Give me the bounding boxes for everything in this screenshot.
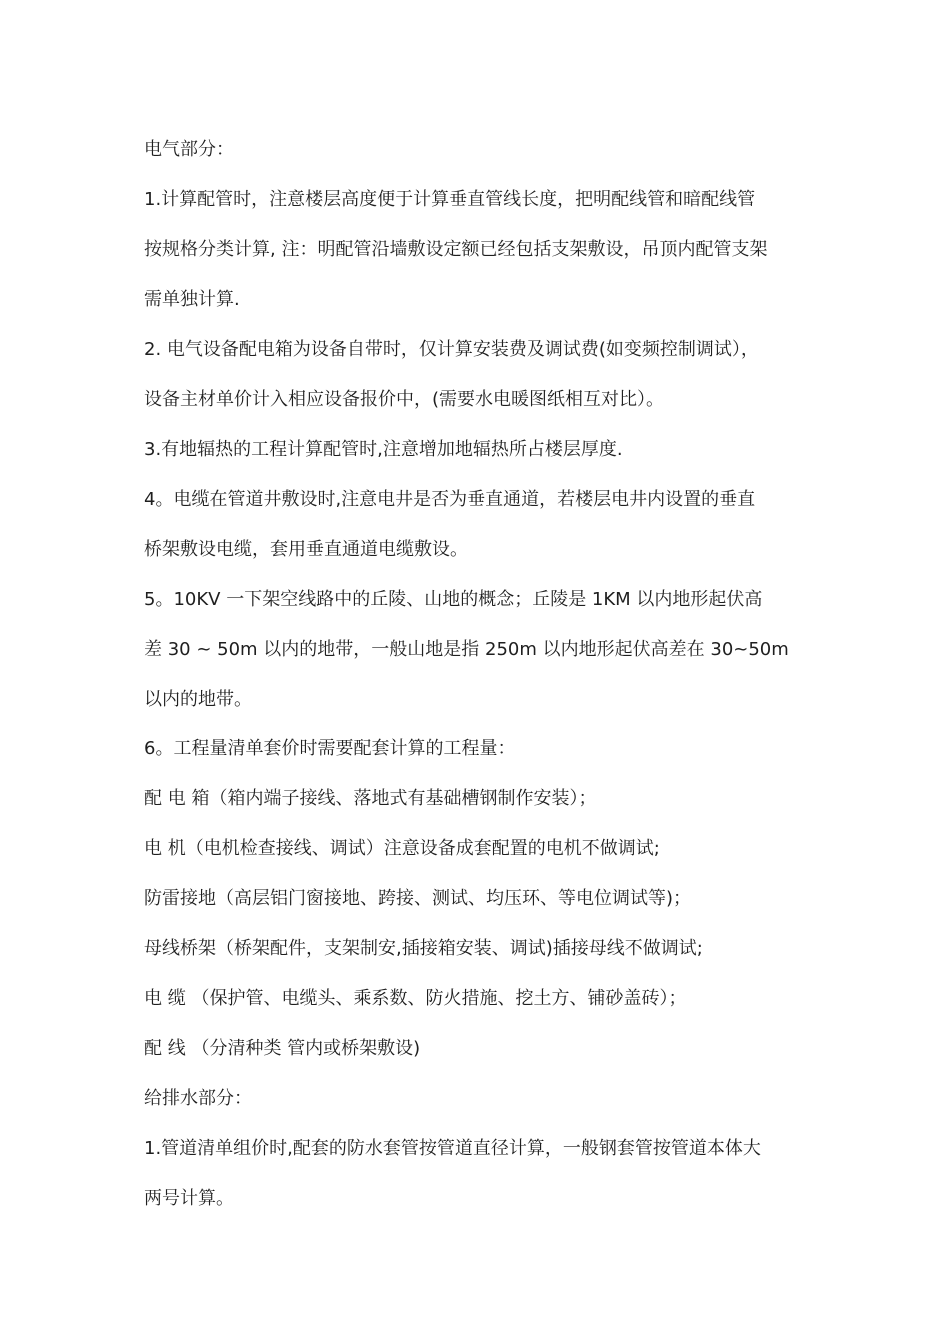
- section-heading-plumbing: 给排水部分：: [144, 1088, 252, 1109]
- paragraph-line: 2. 电气设备配电箱为设备自带时，仅计算安装费及调试费(如变频控制调试），: [144, 339, 759, 360]
- list-item: 电 机（电机检查接线、调试）注意设备成套配置的电机不做调试;: [144, 838, 660, 859]
- section-heading-electrical: 电气部分：: [144, 139, 234, 160]
- list-item: 电 缆 （保护管、电缆头、乘系数、防火措施、挖土方、铺砂盖砖）；: [144, 988, 687, 1009]
- paragraph-line: 1.管道清单组价时,配套的防水套管按管道直径计算，一般钢套管按管道本体大: [144, 1138, 761, 1159]
- paragraph-line: 设备主材单价计入相应设备报价中，(需要水电暖图纸相互对比）。: [144, 389, 665, 410]
- list-item: 母线桥架（桥架配件，支架制安,插接箱安装、调试)插接母线不做调试;: [144, 938, 703, 959]
- paragraph-line: 3.有地辐热的工程计算配管时,注意增加地辐热所占楼层厚度.: [144, 439, 623, 460]
- paragraph-line: 两号计算。: [144, 1188, 234, 1209]
- paragraph-line: 6。工程量清单套价时需要配套计算的工程量：: [144, 738, 516, 759]
- paragraph-line: 按规格分类计算, 注：明配管沿墙敷设定额已经包括支架敷设，吊顶内配管支架: [144, 239, 768, 260]
- paragraph-line: 桥架敷设电缆，套用垂直通道电缆敷设。: [144, 539, 468, 560]
- paragraph-line: 4。电缆在管道井敷设时,注意电井是否为垂直通道，若楼层电井内设置的垂直: [144, 489, 756, 510]
- list-item: 防雷接地（高层铝门窗接地、跨接、测试、均压环、等电位调试等)；: [144, 888, 692, 909]
- list-item: 配 电 箱（箱内端子接线、落地式有基础槽钢制作安装）；: [144, 788, 597, 809]
- paragraph-line: 需单独计算.: [144, 289, 240, 310]
- paragraph-line: 5。10KV 一下架空线路中的丘陵、山地的概念；丘陵是 1KM 以内地形起伏高: [144, 589, 763, 610]
- paragraph-line: 1.计算配管时，注意楼层高度便于计算垂直管线长度，把明配线管和暗配线管: [144, 189, 756, 210]
- paragraph-line: 以内的地带。: [144, 689, 252, 710]
- list-item: 配 线 （分清种类 管内或桥架敷设): [144, 1038, 421, 1059]
- paragraph-line: 差 30 ~ 50m 以内的地带，一般山地是指 250m 以内地形起伏高差在 30~50m: [144, 639, 789, 660]
